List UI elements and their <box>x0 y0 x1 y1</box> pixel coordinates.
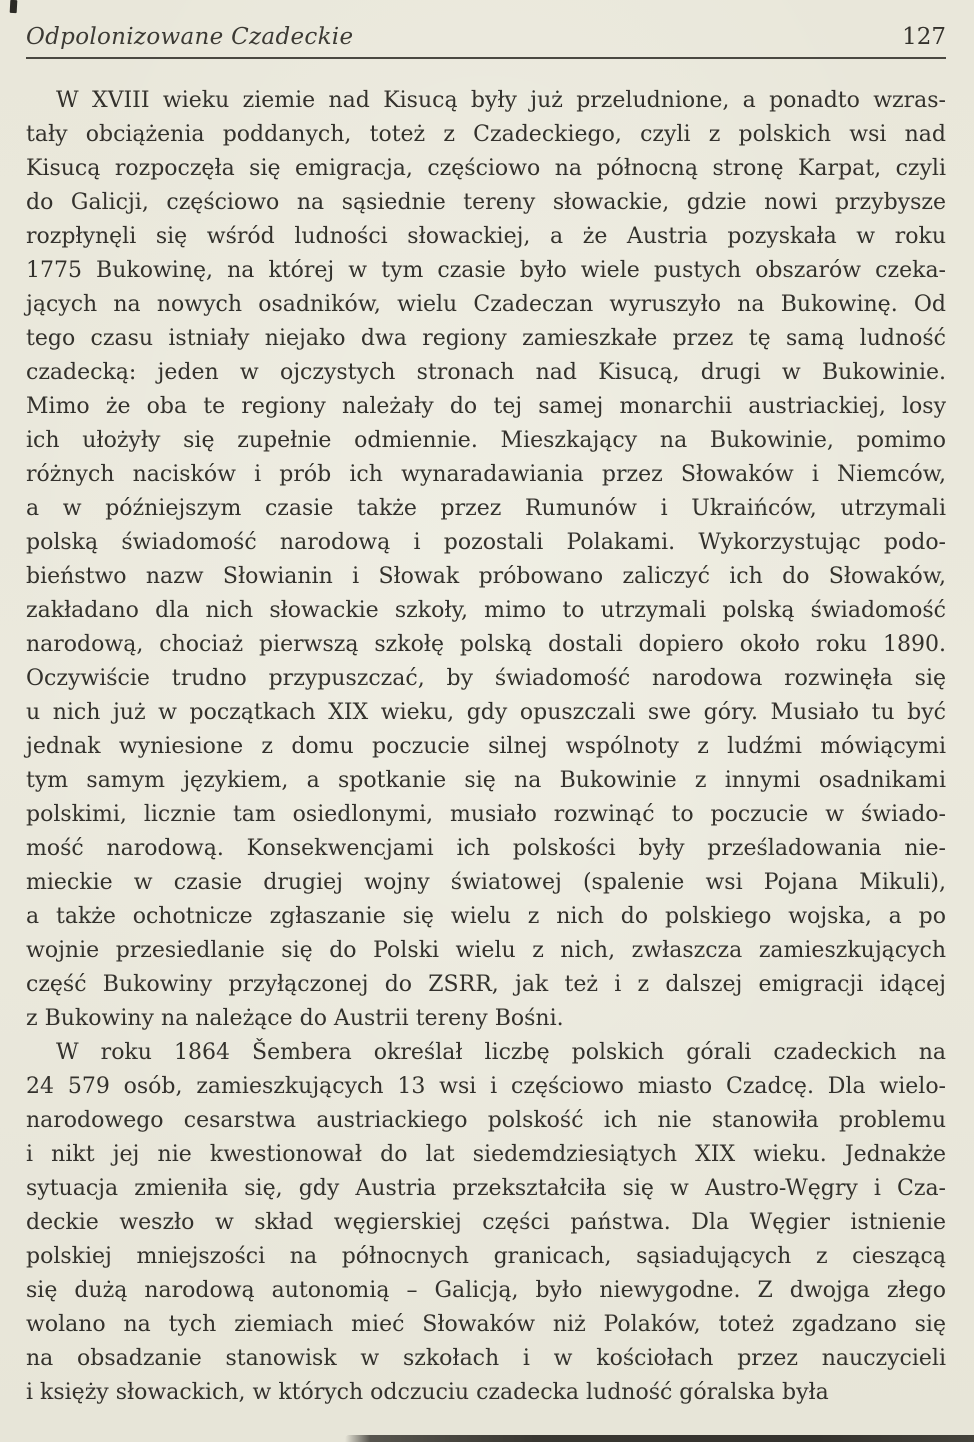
text-line: 24 579 osób, zamieszkujących 13 wsi i częściowo miasto Czadcę. Dla wielo- <box>26 1074 946 1099</box>
text-line: W XVIII wieku ziemie nad Kisucą były już przeludnione, a ponadto wzras- <box>56 88 946 113</box>
text-line: się dużą narodową autonomią – Galicją, było niewygodne. Z dwojga złego <box>26 1278 946 1303</box>
text-line: z Bukowiny na należące do Austrii tereny Bośni. <box>26 1006 564 1031</box>
text-line: Kisucą rozpoczęła się emigracja, częściowo na północną stronę Karpat, czyli <box>26 156 946 181</box>
text-line: czadecką: jeden w ojczystych stronach nad Kisucą, drugi w Bukowinie. <box>26 360 946 385</box>
text-line: Oczywiście trudno przypuszczać, by świadomość narodowa rozwinęła się <box>26 666 946 691</box>
text-line: wojnie przesiedlanie się do Polski wielu z nich, zwłaszcza zamieszkujących <box>26 938 946 963</box>
text-line: 1775 Bukowinę, na której w tym czasie było wiele pustych obszarów czeka- <box>26 258 946 283</box>
text-line: polskimi, licznie tam osiedlonymi, musiało rozwinąć to poczucie w świado- <box>26 802 946 827</box>
text-line: a w późniejszym czasie także przez Rumunów i Ukraińców, utrzymali <box>26 496 946 521</box>
text-line: i księży słowackich, w których odczuciu czadecka ludność góralska była <box>26 1380 829 1405</box>
text-line: rozpłynęli się wśród ludności słowackiej, a że Austria pozyskała w roku <box>26 224 946 249</box>
text-line: jednak wyniesione z domu poczucie silnej wspólnoty z ludźmi mówiącymi <box>26 734 946 759</box>
text-line: różnych nacisków i prób ich wynaradawiania przez Słowaków i Niemców, <box>26 462 946 487</box>
text-line: deckie weszło w skład węgierskiej części państwa. Dla Węgier istnienie <box>26 1210 946 1235</box>
text-line: do Galicji, częściowo na sąsiednie tereny słowackie, gdzie nowi przybysze <box>26 190 946 215</box>
text-line: sytuacja zmieniła się, gdy Austria przekształciła się w Austro-Węgry i Cza- <box>26 1176 946 1201</box>
paragraph <box>26 84 946 1036</box>
text-line: bieństwo nazw Słowianin i Słowak próbowano zaliczyć ich do Słowaków, <box>26 564 946 589</box>
text-line: jących na nowych osadników, wielu Czadeczan wyruszyło na Bukowinę. Od <box>26 292 946 317</box>
text-line: narodowego cesarstwa austriackiego polskość ich nie stanowiła problemu <box>26 1108 946 1133</box>
text-line: tały obciążenia poddanych, toteż z Czadeckiego, czyli z polskich wsi nad <box>26 122 946 147</box>
text-line: narodową, chociaż pierwszą szkołę polską dostali dopiero około roku 1890. <box>26 632 946 657</box>
text-line: polskiej mniejszości na północnych granicach, sąsiadujących z cieszącą <box>26 1244 946 1269</box>
text-line: W roku 1864 Šembera określał liczbę polskich górali czadeckich na <box>56 1040 946 1065</box>
text-line: zakładano dla nich słowackie szkoły, mimo to utrzymali polską świadomość <box>26 598 946 623</box>
page-number: 127 <box>902 24 946 50</box>
text-line: tego czasu istniały niejako dwa regiony zamieszkałe przez tę samą ludność <box>26 326 946 351</box>
text-line: część Bukowiny przyłączonej do ZSRR, jak też i z dalszej emigracji idącej <box>26 972 946 997</box>
page-header <box>26 24 946 59</box>
text-line: polską świadomość narodową i pozostali Polakami. Wykorzystując podo- <box>26 530 946 555</box>
text-line: u nich już w początkach XIX wieku, gdy opuszczali swe góry. Musiało tu być <box>26 700 946 725</box>
text-line: a także ochotnicze zgłaszanie się wielu z nich do polskiego wojska, a po <box>26 904 946 929</box>
running-title: Odpolonizowane Czadeckie <box>26 24 354 50</box>
scan-artifact-icon <box>10 0 18 13</box>
paragraph <box>26 1036 946 1410</box>
text-line: ich ułożyły się zupełnie odmiennie. Mieszkający na Bukowinie, pomimo <box>26 428 946 453</box>
scan-smudge-icon <box>345 1435 974 1442</box>
text-line: mość narodową. Konsekwencjami ich polskości były prześladowania nie- <box>26 836 946 861</box>
text-line: na obsadzanie stanowisk w szkołach i w kościołach przez nauczycieli <box>26 1346 946 1371</box>
header-rule <box>26 57 946 59</box>
text-line: wolano na tych ziemiach mieć Słowaków niż Polaków, toteż zgadzano się <box>26 1312 946 1337</box>
text-line: i nikt jej nie kwestionował do lat siedemdziesiątych XIX wieku. Jednakże <box>26 1142 946 1167</box>
text-line: mieckie w czasie drugiej wojny światowej (spalenie wsi Pojana Mikuli), <box>26 870 946 895</box>
text-line: Mimo że oba te regiony należały do tej samej monarchii austriackiej, losy <box>26 394 946 419</box>
page-body <box>26 84 946 1410</box>
text-line: tym samym językiem, a spotkanie się na Bukowinie z innymi osadnikami <box>26 768 946 793</box>
